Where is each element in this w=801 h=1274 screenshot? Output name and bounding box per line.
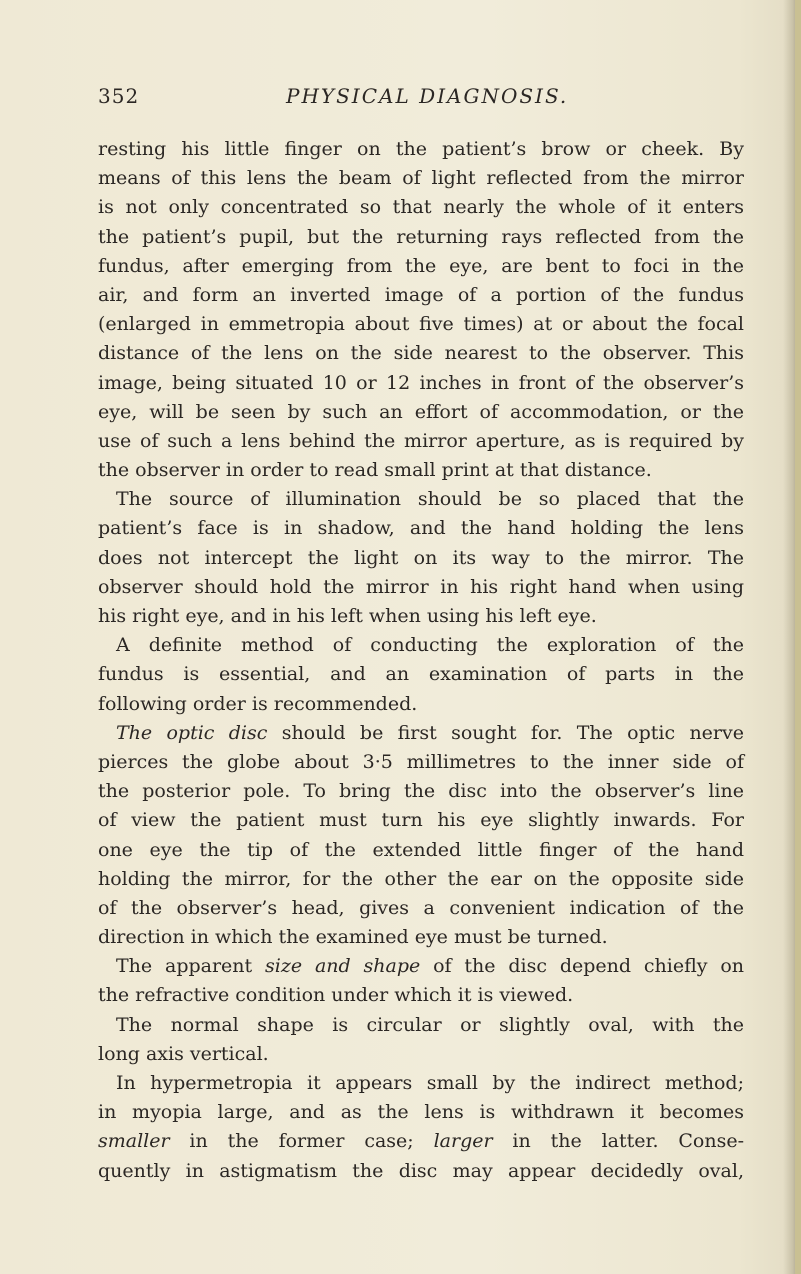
- text-line: The optic disc should be first sought for. The optic nerve: [116, 721, 744, 744]
- text-line: holding the mirror, for the other the ear on the opposite side: [98, 867, 744, 890]
- text-line: long axis vertical.: [98, 1042, 269, 1065]
- text-line: the posterior pole. To bring the disc into the observer’s line: [98, 780, 744, 803]
- page-number: 352: [98, 84, 140, 108]
- text-line: one eye the tip of the extended little finger of the hand: [98, 838, 744, 861]
- page-header: [98, 84, 738, 114]
- text-line: image, being situated 10 or 12 inches in front of the observer’s: [98, 371, 744, 394]
- text-line: quently in astigmatism the disc may appear decidedly oval,: [98, 1159, 744, 1182]
- text-line: following order is recommended.: [98, 692, 418, 715]
- text-line: air, and form an inverted image of a portion of the fundus: [98, 283, 744, 306]
- italic-term: smaller: [98, 1130, 170, 1153]
- text-line: distance of the lens on the side nearest to the observer. This: [98, 342, 744, 365]
- text-line: patient’s face is in shadow, and the hand holding the lens: [98, 517, 744, 540]
- text-line: is not only concentrated so that nearly the whole of it enters: [98, 196, 744, 219]
- text-line: of view the patient must turn his eye slightly inwards. For: [98, 809, 744, 832]
- text-line: resting his little finger on the patient’s brow or cheek. By: [98, 138, 744, 160]
- text-line: means of this lens the beam of light reflected from the mirror: [98, 167, 744, 190]
- text-line: (enlarged in emmetropia about five times) at or about the focal: [98, 313, 744, 336]
- text-line: direction in which the examined eye must be turned.: [98, 926, 608, 949]
- text-line: smaller in the former case; larger in the latter. Conse-: [98, 1130, 745, 1153]
- italic-term: larger: [433, 1130, 493, 1153]
- text-line: A definite method of conducting the exploration of the: [116, 634, 744, 657]
- text-line: observer should hold the mirror in his right hand when using: [98, 575, 744, 598]
- running-head: PHYSICAL DIAGNOSIS.: [286, 84, 569, 108]
- text-line: the refractive condition under which it is viewed.: [98, 984, 574, 1007]
- text-line: The source of illumination should be so placed that the: [116, 488, 744, 511]
- text-line: fundus is essential, and an examination of parts in the: [98, 663, 744, 686]
- text-line: use of such a lens behind the mirror aperture, as is required by: [98, 429, 744, 452]
- text-line: his right eye, and in his left when using his left eye.: [98, 605, 597, 627]
- body-text: [98, 135, 744, 1186]
- text-line: in myopia large, and as the lens is withdrawn it becomes: [98, 1101, 744, 1124]
- italic-term: The optic disc: [116, 721, 268, 744]
- text-line: does not intercept the light on its way to the mirror. The: [98, 546, 744, 569]
- text-line: fundus, after emerging from the eye, are bent to foci in the: [98, 254, 744, 277]
- text-line: The normal shape is circular or slightly oval, with the: [116, 1013, 744, 1036]
- text-line: eye, will be seen by such an effort of accommodation, or the: [98, 400, 744, 423]
- italic-term: size and shape: [265, 955, 421, 978]
- text-line: the observer in order to read small print at that distance.: [98, 459, 652, 482]
- page-edge-strip: [795, 0, 801, 1274]
- text-line: In hypermetropia it appears small by the indirect method;: [116, 1072, 744, 1094]
- text-line: pierces the globe about 3·5 millimetres to the inner side of: [98, 750, 744, 773]
- text-line: of the observer’s head, gives a convenient indication of the: [98, 896, 744, 919]
- text-line: The apparent size and shape of the disc depend chiefly on: [116, 955, 744, 978]
- text-line: the patient’s pupil, but the returning rays reflected from the: [98, 225, 744, 248]
